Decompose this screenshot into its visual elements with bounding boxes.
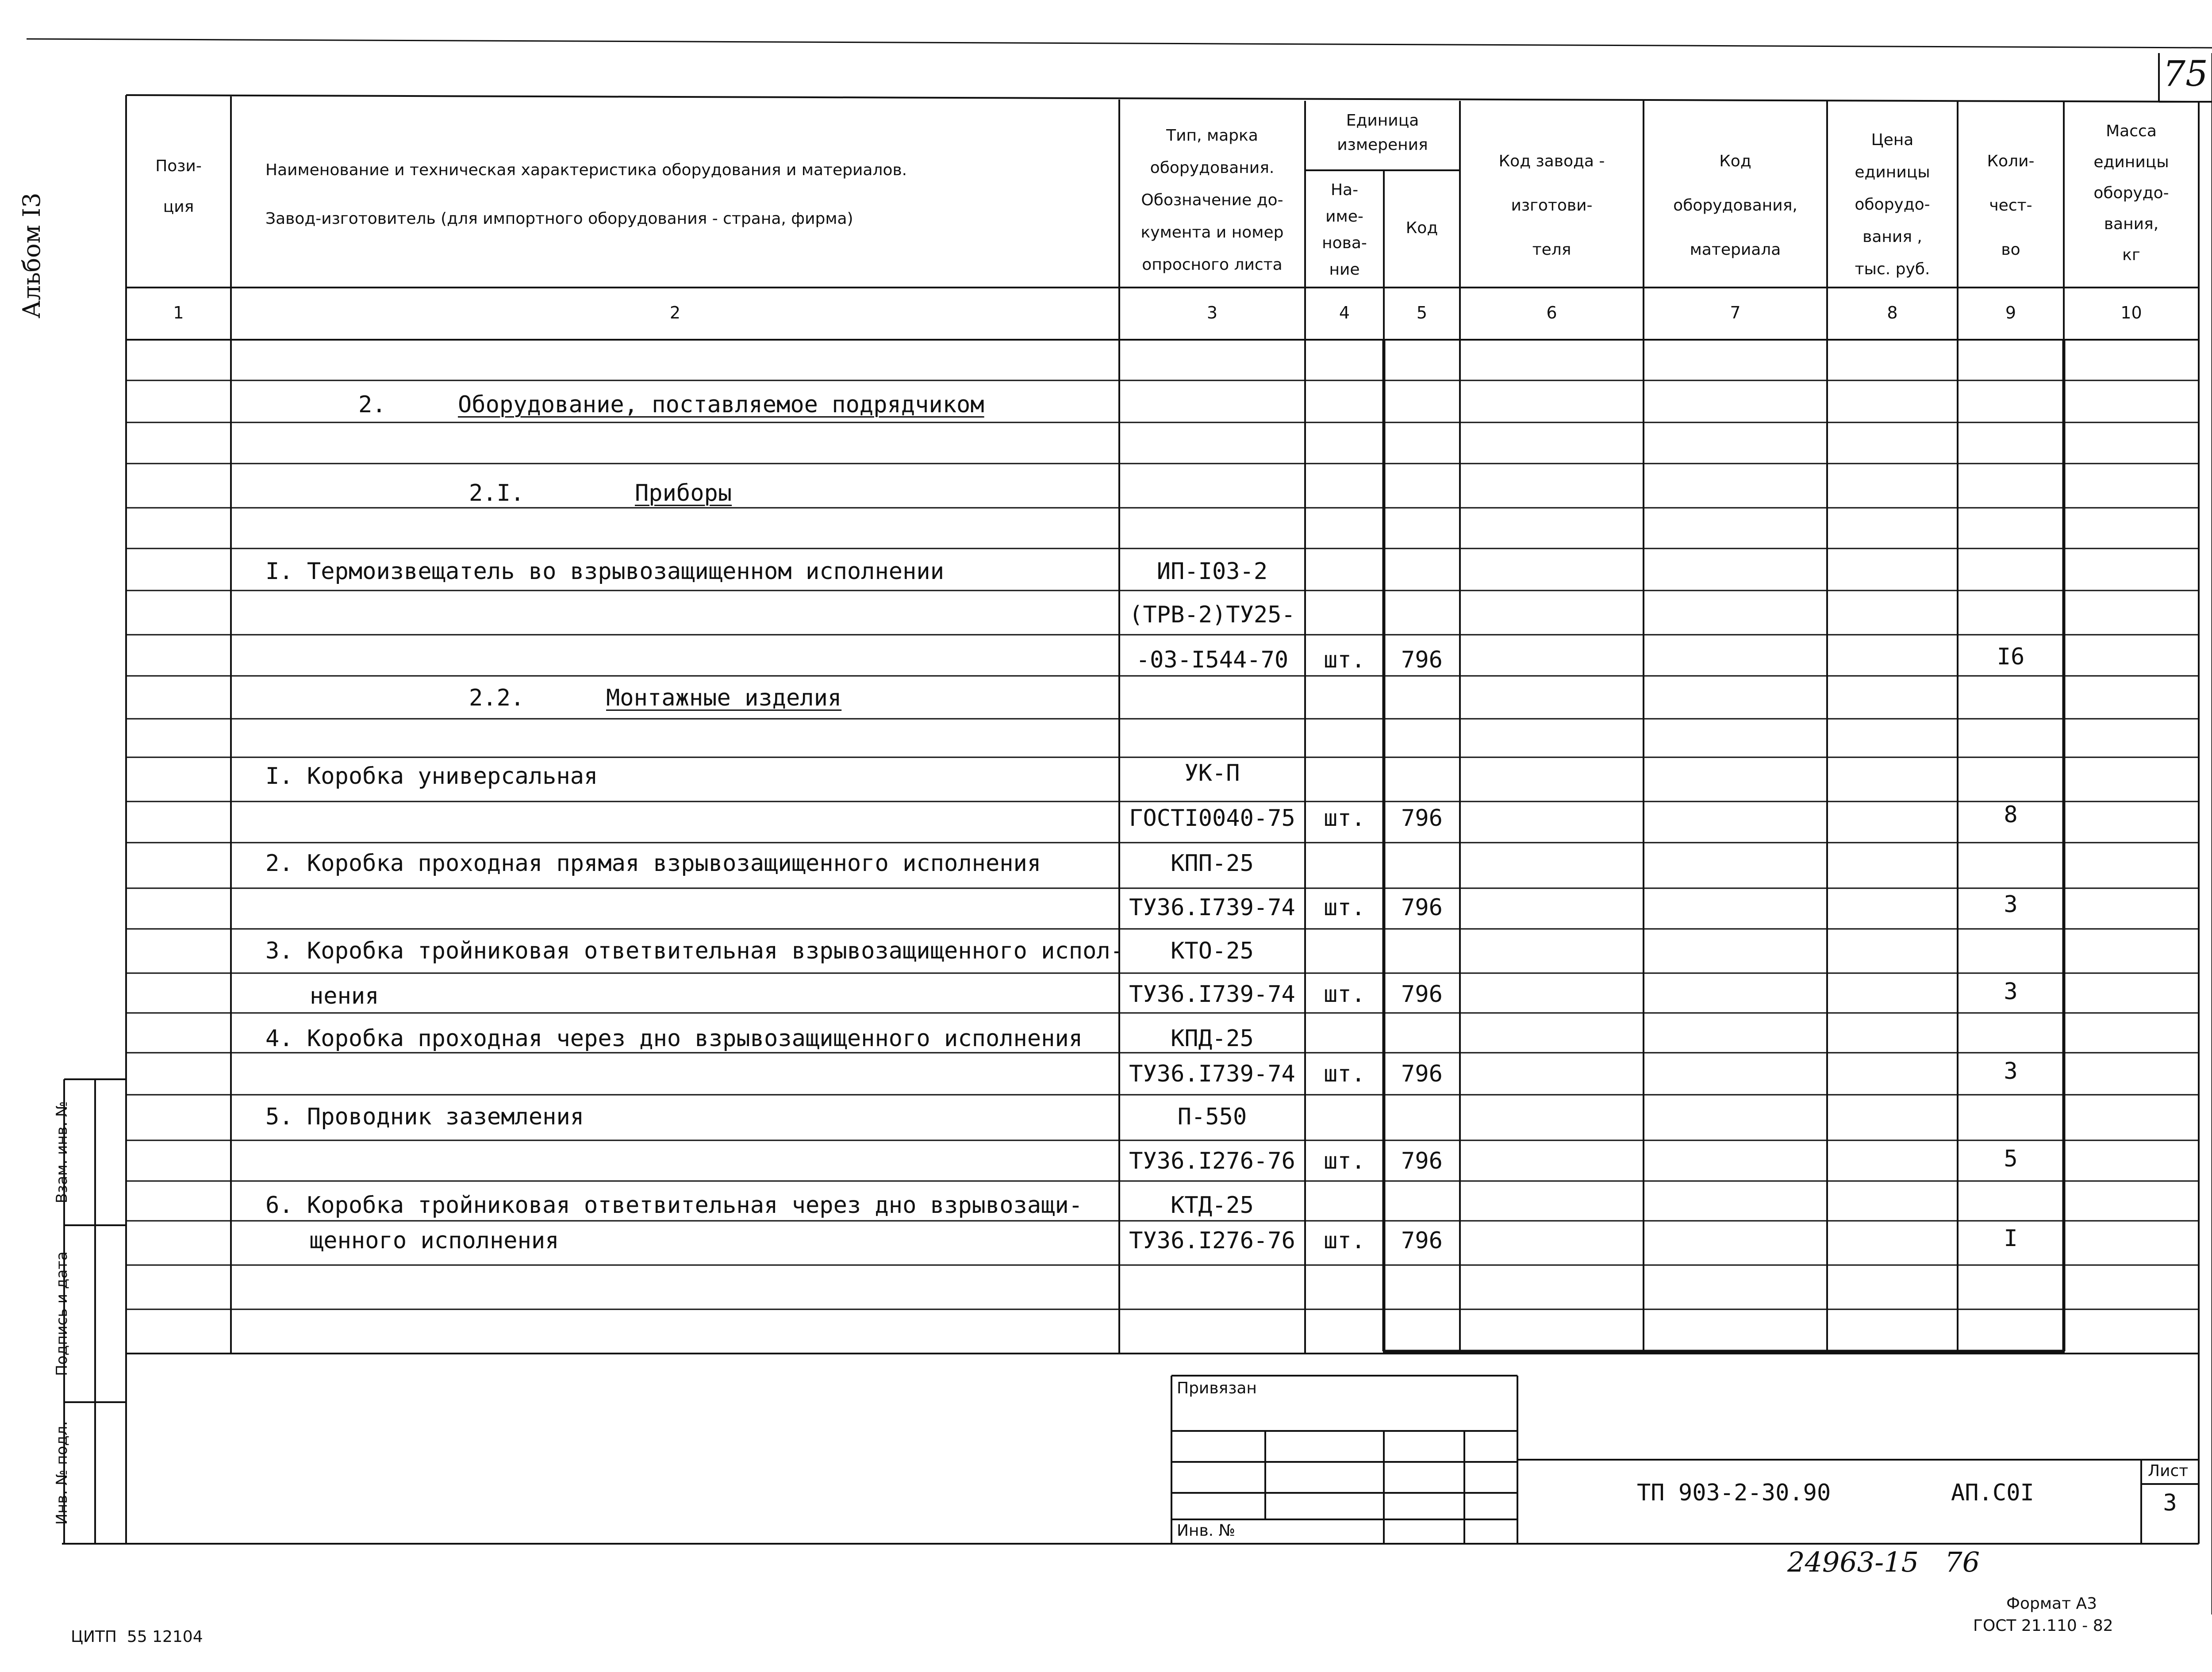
item-name: щенного исполнения xyxy=(310,1227,559,1254)
section-2-2-title: Монтажные изделия xyxy=(606,685,842,711)
item-type: ТУ36.I276-76 xyxy=(1129,1227,1295,1254)
header-line: единицы xyxy=(2093,153,2169,171)
column-number: 4 xyxy=(1339,303,1350,322)
section-2-number: 2. xyxy=(358,391,386,418)
column-number: 2 xyxy=(669,303,681,322)
item-name: 3. Коробка тройниковая ответвительная взрывозащищенного испол- xyxy=(265,938,1125,964)
header-mass xyxy=(2064,116,2199,271)
column-number: 9 xyxy=(2005,303,2016,322)
item-unit: шт. xyxy=(1324,894,1365,921)
item-type: ИП-I03-2 xyxy=(1156,558,1268,585)
item-type: УК-П xyxy=(1184,760,1240,786)
header-line: Код завода - xyxy=(1498,152,1605,170)
item-quantity: 3 xyxy=(2004,1058,2018,1085)
column-number: 10 xyxy=(2120,303,2142,322)
section-2-title: Оборудование, поставляемое подрядчиком xyxy=(458,391,984,418)
header-line: тыс. руб. xyxy=(1855,260,1930,278)
item-quantity: I6 xyxy=(1997,644,2025,670)
header-line: кг xyxy=(2122,246,2140,264)
column-number: 5 xyxy=(1416,303,1428,322)
header-line: Масса xyxy=(2106,122,2157,140)
printer-code: ЦИТП 55 12104 xyxy=(71,1628,203,1646)
item-unit-code: 796 xyxy=(1401,894,1443,921)
header-line: оборудо- xyxy=(2093,184,2169,202)
item-type: П-550 xyxy=(1177,1104,1247,1130)
item-type: ТУ36.I739-74 xyxy=(1129,1061,1295,1087)
stamp-privyazan: Привязан xyxy=(1177,1379,1257,1397)
document-code: ТП 903-2-30.90 xyxy=(1637,1480,1831,1506)
item-unit-code: 796 xyxy=(1401,805,1443,832)
header-line: Код xyxy=(1719,152,1751,170)
section-2-2-number: 2.2. xyxy=(469,685,525,711)
stamp-inv-podl: Инв. № подл. xyxy=(53,1421,71,1525)
item-name: I. Термоизвещатель во взрывозащищенном исполнении xyxy=(265,558,945,585)
item-quantity: 3 xyxy=(2004,978,2018,1005)
header-line: вания , xyxy=(1863,228,1922,246)
item-unit-code: 796 xyxy=(1401,981,1443,1008)
item-name: 5. Проводник заземления xyxy=(265,1104,584,1130)
header-quantity xyxy=(1958,139,2064,272)
header-line: Обозначение до- xyxy=(1141,191,1283,209)
header-unit-name xyxy=(1305,177,1384,283)
header-type xyxy=(1119,119,1305,281)
header-line: вания, xyxy=(2104,215,2159,233)
header-line: единицы xyxy=(1855,163,1930,181)
handwritten-number: 24963-15 76 xyxy=(1787,1546,1980,1578)
header-line: измерения xyxy=(1337,136,1428,154)
header-line: нова- xyxy=(1322,234,1367,252)
header-unit xyxy=(1305,108,1460,157)
item-quantity: 5 xyxy=(2004,1146,2018,1172)
header-line: чест- xyxy=(1989,196,2032,215)
header-factory xyxy=(1460,139,1644,272)
document-mark: АП.С0I xyxy=(1951,1480,2034,1506)
item-unit: шт. xyxy=(1324,1061,1365,1087)
header-line: Завод-изготовитель (для импортного оборудования - страна, фирма) xyxy=(265,210,853,228)
item-type: КПП-25 xyxy=(1171,850,1254,877)
column-number: 6 xyxy=(1546,303,1557,322)
item-type: ТУ36.I739-74 xyxy=(1129,894,1295,921)
item-type: КТД-25 xyxy=(1171,1192,1254,1219)
sheet-label: Лист xyxy=(2148,1462,2189,1480)
stamp-inv-no: Инв. № xyxy=(1177,1522,1236,1540)
header-line: Цена xyxy=(1871,131,1914,149)
item-name: 2. Коробка проходная прямая взрывозащищенного исполнения xyxy=(265,850,1041,877)
header-unit-code: Код xyxy=(1406,219,1438,237)
header-line: теля xyxy=(1532,241,1571,259)
header-line: материала xyxy=(1690,241,1781,259)
item-type: КПД-25 xyxy=(1171,1025,1254,1052)
stamp-podpis-data: Подпись и дата xyxy=(53,1251,71,1376)
page-number: 75 xyxy=(2163,53,2208,94)
column-number: 8 xyxy=(1887,303,1898,322)
header-line: во xyxy=(2001,241,2020,259)
header-line: Тип, марка xyxy=(1166,127,1258,145)
column-number: 3 xyxy=(1206,303,1218,322)
header-line: изготови- xyxy=(1511,196,1593,215)
item-unit: шт. xyxy=(1324,1148,1365,1174)
format-label: Формат А3 xyxy=(2006,1595,2097,1613)
sheet-number: 3 xyxy=(2163,1490,2177,1516)
item-name: 4. Коробка проходная через дно взрывозащищенного исполнения xyxy=(265,1025,1083,1052)
header-line: опросного листа xyxy=(1142,256,1283,274)
section-2-1-number: 2.I. xyxy=(469,480,525,506)
item-quantity: 3 xyxy=(2004,891,2018,918)
header-line: име- xyxy=(1325,207,1363,226)
header-line: На- xyxy=(1330,181,1359,199)
header-line: Пози- xyxy=(155,157,202,175)
item-unit-code: 796 xyxy=(1401,1148,1443,1174)
header-line: оборудования, xyxy=(1673,196,1797,215)
header-line: кумента и номер xyxy=(1141,223,1284,242)
header-equipment-code xyxy=(1644,139,1827,272)
header-line: оборудования. xyxy=(1150,159,1275,177)
header-line: оборудо- xyxy=(1855,196,1930,214)
item-unit-code: 796 xyxy=(1401,647,1443,673)
header-price xyxy=(1827,124,1958,285)
album-label: Альбом I3 xyxy=(18,192,46,318)
gost-label: ГОСТ 21.110 - 82 xyxy=(1973,1617,2113,1635)
item-type: (ТРВ-2)ТУ25- xyxy=(1129,602,1295,628)
item-type: ГОСТI0040-75 xyxy=(1129,805,1295,832)
column-number: 7 xyxy=(1730,303,1741,322)
stamp-vzam-inv: Взам. инв. № xyxy=(53,1101,71,1204)
column-number: 1 xyxy=(173,303,184,322)
header-line: ция xyxy=(163,198,194,216)
header-line: Единица xyxy=(1346,111,1419,130)
header-line: ние xyxy=(1329,261,1360,279)
item-quantity: 8 xyxy=(2004,801,2018,828)
header-line: Коли- xyxy=(1987,152,2035,170)
item-type: ТУ36.I276-76 xyxy=(1129,1148,1295,1174)
header-line: Наименование и техническая характеристика оборудования и материалов. xyxy=(265,161,907,179)
item-name: I. Коробка универсальная xyxy=(265,763,598,790)
item-type: КТО-25 xyxy=(1171,938,1254,964)
item-type: -03-I544-70 xyxy=(1136,647,1289,673)
header-position xyxy=(126,146,231,227)
item-name: нения xyxy=(310,983,379,1009)
item-unit: шт. xyxy=(1324,1227,1365,1254)
item-unit-code: 796 xyxy=(1401,1061,1443,1087)
item-unit: шт. xyxy=(1324,647,1365,673)
item-unit: шт. xyxy=(1324,805,1365,832)
section-2-1-title: Приборы xyxy=(635,480,732,506)
item-unit: шт. xyxy=(1324,981,1365,1008)
header-name xyxy=(265,146,1062,243)
item-unit-code: 796 xyxy=(1401,1227,1443,1254)
item-quantity: I xyxy=(2004,1225,2018,1252)
item-type: ТУ36.I739-74 xyxy=(1129,981,1295,1008)
item-name: 6. Коробка тройниковая ответвительная через дно взрывозащи- xyxy=(265,1192,1083,1219)
